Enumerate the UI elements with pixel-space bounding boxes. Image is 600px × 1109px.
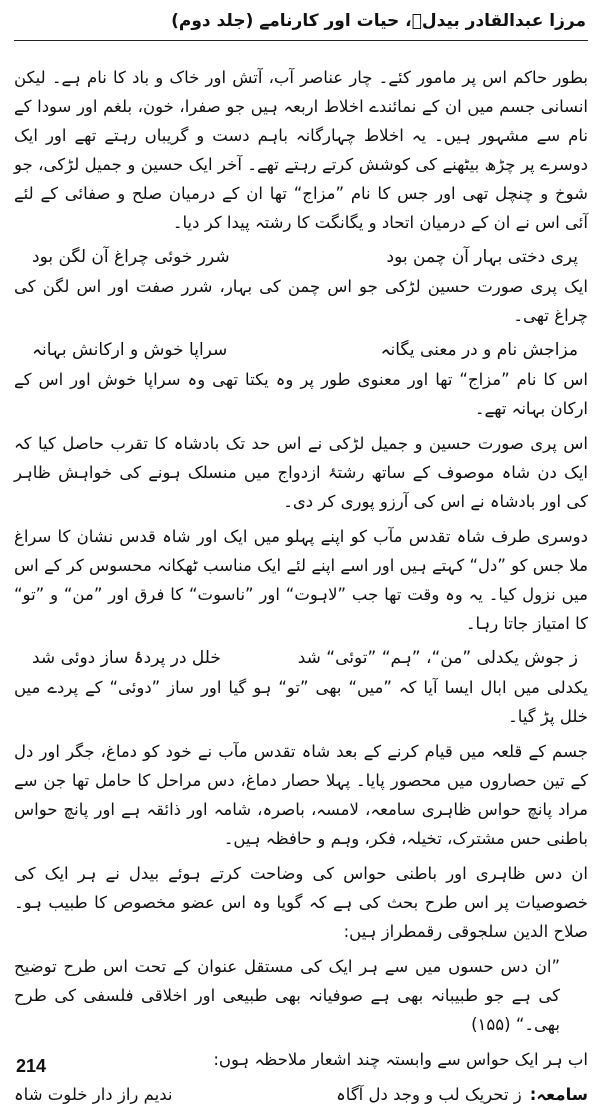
paragraph-7: اب ہر ایک حواس سے وابستہ چند اشعار ملاحظہ ہوں: (213, 1050, 588, 1069)
verse-2-translation: اس کا نام ”مزاج“ تھا اور معنوی طور پر وہ یکتا تھی وہ سراپا خوش اور اس کے ارکان بہانہ تھے۔ (14, 370, 588, 418)
verse-1-first-hemistich: پری دختی بہار آن چمن بود (386, 247, 578, 267)
paragraph-4: دوسری طرف شاہ تقدس مآب کو اپنے پہلو میں ایک اور شاہ قدس نشان کا سراغ ملا جس کو ”دل“ کہتے ہیں اور اسے اپنے لئے ایک مناسب ٹھکانہ محسوس کر کے اس میں نزول کیا۔ یہ وہ وقت تھا جب ”لاہوت“ اور ”ناسوت“ کا فرق اور ”من“ و ”تو“ کا امتیاز جاتا رہا۔ (14, 527, 588, 633)
samia-label: سامعہ:ز تحریک لب و وجد دل آگاہ (336, 1085, 588, 1104)
samia-first-hemistich: ز تحریک لب و وجد دل آگاہ (336, 1085, 522, 1104)
verse-1-second-hemistich: شرر خوئی چراغ آن لگن بود (32, 247, 230, 267)
block-quote: ”ان دس حسوں میں سے ہر ایک کی مستقل عنوان کے تحت اس طرح توضیح کی ہے جو طبیبانہ بھی ہے صوفیانہ بھی طبیعی اور اخلاقی فلسفی کی طرح بھی۔“ (۱۵۵) (14, 957, 560, 1034)
verse-2-first-hemistich: مزاجش نام و در معنی یگانہ (380, 340, 578, 360)
verse-couplet-samia (14, 1080, 588, 1109)
paragraph-6: ان دس ظاہری اور باطنی حواس کی وضاحت کرتے ہوئے بیدل نے ہر ایک کی خصوصیات پر اس طرح بحث کی ہے کہ گویا وہ اس عضو مخصوص کا طبیب ہو۔ صلاح الدین سلجوقی رقمطراز ہیں: (14, 864, 588, 941)
page-body (14, 63, 588, 1109)
verse-couplet-3 (14, 644, 588, 673)
verse-couplet-2 (14, 336, 588, 365)
verse-couplet-1 (14, 243, 588, 272)
verse-3-second-hemistich: خلل در پردۂ ساز دوئی شد (32, 648, 221, 668)
verse-2-second-hemistich: سراپا خوش و ارکانش بہانہ (32, 340, 228, 360)
paragraph-1: بطور حاکم اس پر مامور کئے۔ چار عناصر آب، آتش اور خاک و باد کا نام ہے۔ لیکن انسانی جسم میں ان کے نمائندے اخلاط اربعہ ہیں جو صفرا، خون، بلغم اور سودا کے نام سے مشہور ہیں۔ یہ اخلاط چہارگانہ باہم دست و گریباں رہتے تھے اور ایک دوسرے پر چڑھ بیٹھنے کی کوشش کرتے رہتے تھے۔ آخر ایک حسین و جمیل لڑکی، جو شوخ و چنچل تھی اور جس کا نام ”مزاج“ تھا ان کے درمیان صلح و صفائی کے لئے آئی اس نے ان کے درمیان اتحاد و یگانگت کا رشتہ پیدا کر دیا۔ (14, 68, 588, 232)
page-number: 214 (16, 1056, 47, 1076)
paragraph-3: اس پری صورت حسین و جمیل لڑکی نے اس حد تک بادشاہ کا تقرب حاصل کیا کہ ایک دن شاہ موصوف کے ساتھ رشتۂ ازدواج میں منسلک ہونے کی خواہش ظاہر کی اور بادشاہ نے اس کی آرزو پوری کر دی۔ (14, 434, 588, 511)
book-page (14, 8, 588, 1104)
verse-3-first-hemistich: ز جوش یکدلی ”من“، ”ہم“ ”توئی“ شد (297, 648, 578, 668)
verse-3-translation: یکدلی میں ابال ایسا آیا کہ ”میں“ بھی ”تو“ ہو گیا اور ساز ”دوئی“ کے پردے میں خلل پڑ گیا۔ (14, 678, 588, 726)
samia-second-hemistich: ندیم راز دار خلوت شاہ (14, 1085, 173, 1104)
running-header: مرزا عبدالقادر بیدلؔ، حیات اور کارنامے (جلد دوم) (14, 8, 588, 41)
paragraph-5: جسم کے قلعہ میں قیام کرنے کے بعد شاہ تقدس مآب نے خود کو دماغ، جگر اور دل کے تین حصاروں میں محصور پایا۔ پہلا حصار دماغ، دس مراحل کا حامل تھا جن سے مراد پانچ حواس ظاہری سامعہ، لامسہ، باصرہ، شامہ اور ذائقہ ہے اور پانچ حواس باطنی حس مشترک، تخیلہ، فکر، وہم و حافظہ ہیں۔ (14, 742, 588, 848)
verse-1-translation: ایک پری صورت حسین لڑکی جو اس چمن کی بہار، شرر صفت اور اس لگن کی چراغ تھی۔ (14, 277, 588, 325)
